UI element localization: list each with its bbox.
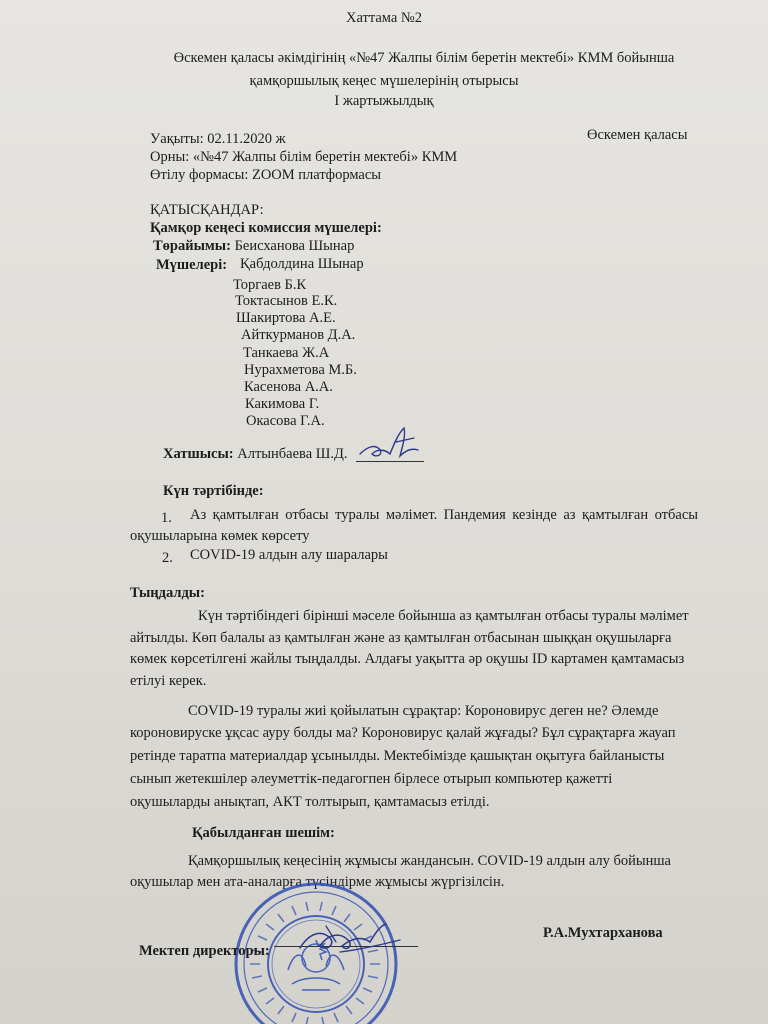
secretary-name: Алтынбаева Ш.Д. <box>237 446 348 462</box>
city-label: Өскемен қаласы <box>587 127 688 143</box>
members-label: Мүшелері: <box>156 257 228 273</box>
commission-heading: Қамқор кеңесі комиссия мүшелері: <box>150 220 382 236</box>
director-label: Мектеп директоры: <box>139 943 270 959</box>
member-name: Окасова Г.А. <box>246 413 325 429</box>
member-name: Танкаева Ж.А <box>243 345 330 361</box>
member-name: Шакиртова А.Е. <box>236 310 336 326</box>
agenda-heading: Күн тәртібінде: <box>163 483 264 499</box>
secretary-row <box>163 446 348 463</box>
form-value: ZOOM платформасы <box>251 167 382 183</box>
chair-label: Төрайымы: <box>153 238 231 254</box>
secretary-label: Хатшысы: <box>163 446 234 462</box>
agenda-item-1-number: 1. <box>161 510 172 526</box>
listened-p2-line: COVID-19 туралы жиі қойылатын сұрақтар: Короновирус деген не? Әлемде <box>188 703 659 719</box>
listened-p2-line: короновируске ұқсас ауру болды ма? Короновирус қалай жұғады? Бұл сұрақтарға жауап <box>130 725 676 741</box>
document-title: Хаттама №2 <box>345 10 423 26</box>
decision-line-2: оқушылар мен ата-аналарға түсіндірме жұмысы жүргізілсін. <box>130 874 505 890</box>
agenda-item-1-line-2: оқушыларына көмек көрсету <box>130 528 310 544</box>
listened-p2-line: сынып жетекшілер әлеуметтік-педагогпен бірлесе отырып компьютер қажетті <box>130 771 613 787</box>
agenda-item-2-text: COVID-19 алдын алу шаралары <box>190 547 388 563</box>
subtitle-line-3: I жартыжылдық <box>334 93 434 109</box>
decision-line-1: Қамқоршылық кеңесінің жұмысы жандансын. COVID-19 алдын алу бойынша <box>188 853 671 869</box>
member-name: Айткурманов Д.А. <box>241 327 356 343</box>
listened-p1-line: етілуі керек. <box>130 673 207 689</box>
decision-heading: Қабылданған шешім: <box>192 825 335 841</box>
member-name: Торгаев Б.К <box>233 277 307 293</box>
agenda-item-1-line-1: Аз қамтылған отбасы туралы мәлімет. Пандемия кезінде аз қамтылған отбасы <box>190 507 698 523</box>
member-name: Токтасынов Е.К. <box>235 293 338 309</box>
listened-p1-line: Күн тәртібіндегі бірінші мәселе бойынша аз қамтылған отбасы туралы мәлімет <box>198 608 689 624</box>
secretary-signature-icon <box>356 420 426 464</box>
listened-p2-line: оқушыларды анықтап, АКТ толтырып, қамтамасыз етілді. <box>130 794 490 810</box>
listened-p1-line: айтылды. Көп балалы аз қамтылған және аз қамтылған отбасынан шыққан оқушыларға <box>130 630 672 646</box>
member-name: Какимова Г. <box>245 396 320 412</box>
time-value: 02.11.2020 ж <box>207 131 286 147</box>
subtitle-line-2: қамқоршылық кеңес мүшелерінің отырысы <box>249 73 519 89</box>
place-row: Орны: «№47 Жалпы білім беретін мектебі» КММ <box>150 149 458 165</box>
form-row <box>150 167 381 184</box>
time-row <box>150 131 286 148</box>
listened-heading: Тыңдалды: <box>130 585 205 601</box>
member-name: Касенова А.А. <box>244 379 333 395</box>
member-name: Қабдолдина Шынар <box>240 256 364 272</box>
listened-p1-line: көмек көрсетілгені жайлы тыңдалды. Алдағы уақытта әр оқушы ID картамен қамтамасыз <box>130 651 685 667</box>
time-label: Уақыты: <box>150 131 204 147</box>
chair-row <box>153 238 354 255</box>
listened-p2-line: ретінде таратпа материалдар ұсынылды. Мектебімізде қашықтан оқытуға байланысты <box>130 748 665 764</box>
subtitle-line-1: Өскемен қаласы әкімдігінің «№47 Жалпы білім беретін мектебі» КММ бойынша <box>173 50 675 66</box>
director-signature-icon <box>296 912 406 962</box>
form-label: Өтілу формасы: <box>150 167 249 183</box>
member-name: Нурахметова М.Б. <box>244 362 357 378</box>
chair-name: Беисханова Шынар <box>234 238 355 254</box>
director-name: Р.А.Мухтарханова <box>543 925 663 941</box>
agenda-item-2-number: 2. <box>162 550 173 566</box>
participants-heading: ҚАТЫСҚАНДАР: <box>150 202 264 218</box>
